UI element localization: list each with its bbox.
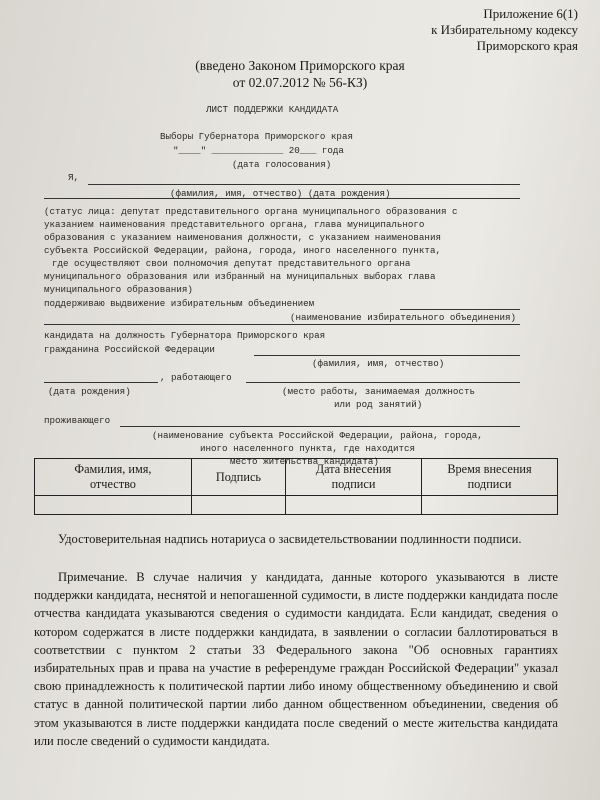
col-date-header: Дата внесения подписи: [286, 459, 422, 496]
status-line-7: муниципального образования): [44, 284, 193, 295]
cell-name: [35, 496, 192, 515]
col-signature-header: Подпись: [191, 459, 285, 496]
appendix-line-3: Приморского края: [476, 38, 578, 53]
intro-line-2: от 02.07.2012 № 56-КЗ): [232, 75, 368, 90]
appendix-line-2: к Избирательному кодексу: [431, 22, 578, 37]
status-line-6: муниципального образования или избранный на муниципальных выборах глава: [44, 271, 436, 282]
address-caption-3: место жительства кандидата): [230, 456, 379, 467]
intro-line-1: (введено Законом Приморского края: [195, 58, 405, 73]
signer-name-line-2: [44, 198, 520, 199]
status-line-5: где осуществляют свои полномочия депутат представительного органа: [52, 258, 411, 269]
table-header-row: [35, 459, 558, 496]
association-line-2: [44, 324, 520, 325]
address-caption-2: иного населенного пункта, где находится: [200, 443, 416, 454]
work-caption-1: (место работы, занимаемая должность: [282, 386, 475, 397]
residing-label: проживающего: [44, 415, 111, 426]
elections-title: Выборы Губернатора Приморского края: [160, 131, 353, 142]
col-time-header: Время внесения подписи: [421, 459, 557, 496]
work-caption-2: или род занятий): [334, 399, 423, 410]
candidate-name-line: [254, 355, 520, 356]
candidate-for: кандидата на должность Губернатора Приморского края: [44, 330, 326, 341]
voting-date-line: "____" _____________ 20___ года: [173, 145, 344, 156]
status-line-1: (статус лица: депутат представительного органа муниципального образования с: [44, 206, 458, 217]
association-caption: (наименование избирательного объединения): [290, 312, 517, 323]
works-label: , работающего: [160, 372, 232, 383]
support-label: поддерживаю выдвижение избирательным объединением: [44, 298, 315, 309]
status-line-4: субъекта Российской Федерации, района, города, иного населенного пункта,: [44, 245, 441, 256]
residence-line: [120, 426, 520, 427]
citizen-label: гражданина Российской Федерации: [44, 344, 215, 355]
association-line: [400, 309, 520, 310]
voting-date-caption: (дата голосования): [232, 159, 332, 170]
col-name-header: Фамилия, имя, отчество: [35, 459, 192, 496]
status-line-3: образования с указанием наименования должности, с указанием наименования: [44, 232, 441, 243]
form-title: ЛИСТ ПОДДЕРЖКИ КАНДИДАТА: [206, 104, 339, 115]
status-line-2: указанием наименования представительного органа, глава муниципального: [44, 219, 425, 230]
cell-time: [421, 496, 557, 515]
i-label: Я,: [68, 172, 80, 183]
appendix-line-1: Приложение 6(1): [483, 6, 578, 21]
signature-table: [34, 458, 558, 515]
signer-name-caption: (фамилия, имя, отчество) (дата рождения): [170, 188, 391, 199]
certification-text: Удостоверительная надпись нотариуса о засвидетельствовании подлинности подписи.: [58, 532, 522, 546]
table-row: [35, 496, 558, 515]
address-caption-1: (наименование субъекта Российской Федерации, района, города,: [152, 430, 483, 441]
signer-name-line: [88, 184, 520, 185]
work-place-line: [246, 382, 520, 383]
birth-date-line: [44, 382, 158, 383]
note-text: Примечание. В случае наличия у кандидата, данные которого указываются в листе поддержки кандидата, неснятой и непогашенной судимости, в листе поддержки кандидата после отчества кандидата указываются сведения о судимости кандидата. Если кандидат, сведения о котором содержатся в листе поддержки кандидата, в заявлении о согласии баллотироваться в соответствии с пунктом 2 статьи 33 Федерального закона "Об основных гарантиях избирательных прав и права на участие в референдуме граждан Российской Федерации" указал свою принадлежность к политической партии либо иному общественному объединению и свой статус в данной политической партии либо данном общественном объединении, сведения об этом указываются в листе поддержки кандидата после сведений о месте жительства кандидата или после сведений о судимости кандидата.: [34, 570, 558, 748]
birth-date-caption: (дата рождения): [48, 386, 131, 397]
cell-date: [286, 496, 422, 515]
cell-signature: [191, 496, 285, 515]
candidate-name-caption: (фамилия, имя, отчество): [312, 358, 445, 369]
